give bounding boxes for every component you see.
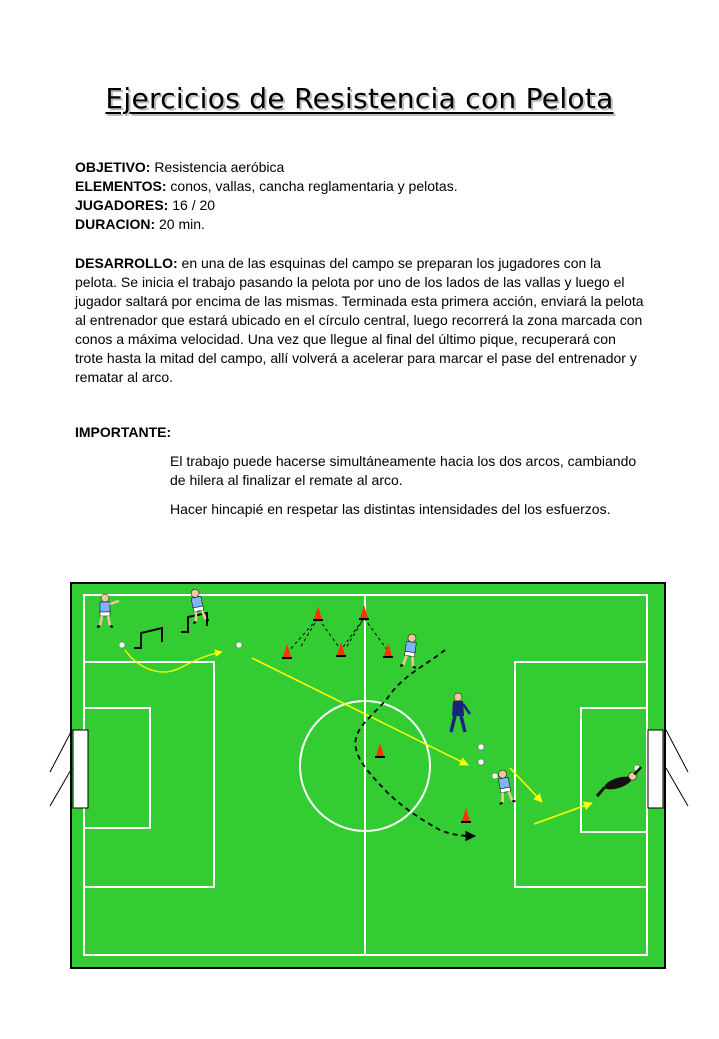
right-goal: [648, 730, 688, 808]
importante-label: IMPORTANTE:: [75, 424, 172, 440]
desarrollo-paragraph: [75, 254, 645, 387]
pitch-surface: [71, 583, 665, 968]
exercise-info: [75, 158, 645, 234]
objetivo-label: OBJETIVO:: [75, 159, 151, 175]
duracion-label: DURACION:: [75, 216, 156, 232]
importante-note-2: Hacer hincapié en respetar las distintas intensidades del los esfuerzos.: [170, 501, 611, 517]
objetivo-line: [75, 158, 645, 177]
jugadores-value: 16 / 20: [168, 197, 216, 213]
jugadores-label: JUGADORES:: [75, 197, 169, 213]
jugadores-line: [75, 196, 645, 215]
importante-note-1: El trabajo puede hacerse simultáneamente hacia los dos arcos, cambiando de hilera al finalizar el remate al arco.: [170, 453, 637, 488]
elementos-line: [75, 177, 645, 196]
elementos-label: ELEMENTOS:: [75, 178, 167, 194]
duracion-value: 20 min.: [155, 216, 205, 232]
page-title: Ejercicios de Resistencia con Pelota: [105, 82, 614, 115]
training-field-diagram: [0, 570, 719, 990]
objetivo-value: Resistencia aeróbica: [150, 159, 285, 175]
duracion-line: [75, 215, 645, 234]
left-goal: [50, 730, 88, 808]
desarrollo-text: en una de las esquinas del campo se preparan los jugadores con la pelota. Se inicia el trabajo pasando la pelota por uno de los lados de las vallas y luego el jugador saltará por encima de las mismas. Terminada esta primera acción, enviará la pelota al entrenador que estará ubicado en el círculo central, luego recorrerá la zona marcada con conos a máxima velocidad. Una vez que llegue al final del último pique, recuperará con trote hasta la mitad del campo, allí volverá a acelerar para marcar el pase del entrenador y rematar al arco.: [75, 255, 644, 385]
elementos-value: conos, vallas, cancha reglamentaria y pelotas.: [166, 178, 458, 194]
desarrollo-label: DESARROLLO:: [75, 255, 178, 271]
